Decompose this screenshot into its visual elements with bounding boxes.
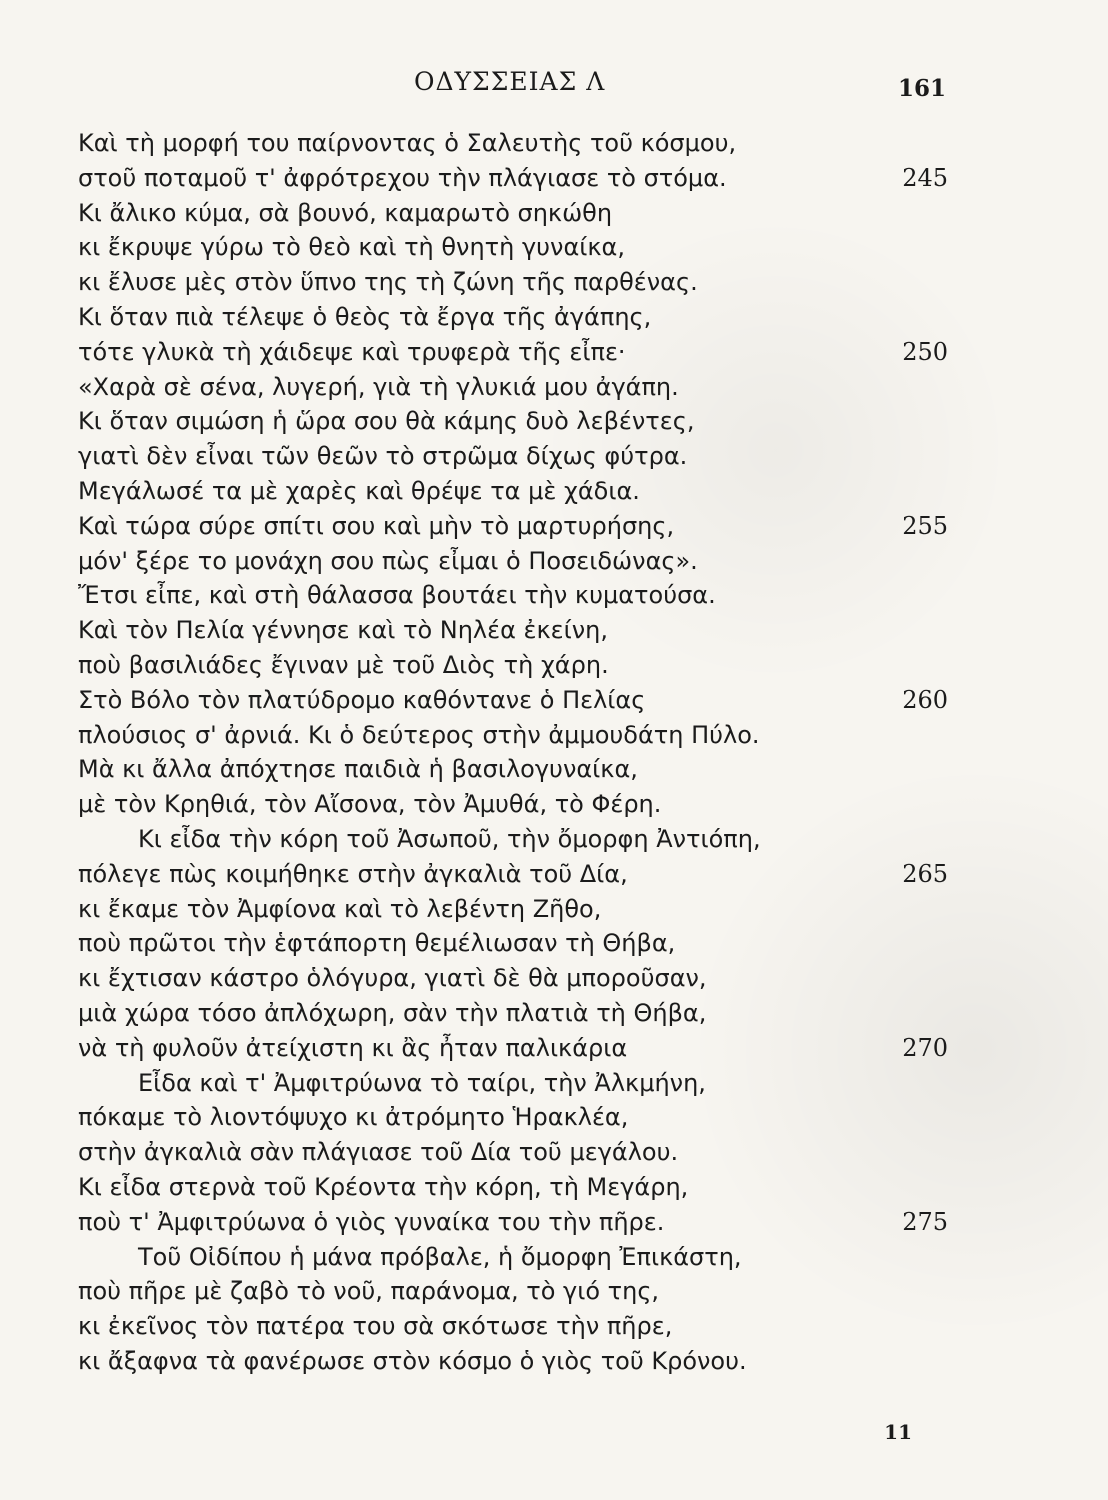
verse-line — [78, 404, 948, 439]
verse-text: Εἶδα καὶ τ' Ἀμφιτρύωνα τὸ ταίρι, τὴν Ἀλκμήνη, — [138, 1068, 706, 1097]
line-number: 260 — [902, 685, 948, 714]
verse-line — [78, 1100, 948, 1135]
verse-text: κι ἔχτισαν κάστρο ὁλόγυρα, γιατὶ δὲ θὰ μποροῦσαν, — [78, 964, 707, 993]
verse-text: Κι εἶδα τὴν κόρη τοῦ Ἀσωποῦ, τὴν ὄμορφη Ἀντιόπη, — [138, 824, 761, 853]
verse-line — [78, 509, 948, 544]
verse-text: κι ἐκεῖνος τὸν πατέρα του σὰ σκότωσε τὴν πῆρε, — [78, 1312, 673, 1341]
verse-line — [78, 578, 948, 613]
verse-text: στὴν ἀγκαλιὰ σὰν πλάγιασε τοῦ Δία τοῦ μεγάλου. — [78, 1138, 679, 1167]
verse-text: κι ἔλυσε μὲς στὸν ὕπνο της τὴ ζώνη τῆς παρθένας. — [78, 268, 698, 297]
poem-text — [78, 126, 948, 1379]
verse-line — [78, 1031, 948, 1066]
verse-text: μόν' ξέρε το μονάχη σου πὼς εἶμαι ὁ Ποσειδώνας». — [78, 546, 698, 575]
verse-line — [78, 857, 948, 892]
line-number: 245 — [902, 163, 948, 192]
verse-line — [78, 961, 948, 996]
verse-text: πλούσιος σ' ἀρνιά. Κι ὁ δεύτερος στὴν ἀμμουδάτη Πύλο. — [78, 720, 760, 749]
verse-line — [78, 126, 948, 161]
verse-line — [78, 1066, 948, 1101]
verse-line — [78, 439, 948, 474]
verse-text: Ἔτσι εἶπε, καὶ στὴ θάλασσα βουτάει τὴν κυματούσα. — [78, 581, 716, 610]
line-number: 270 — [902, 1033, 948, 1062]
verse-text: στοῦ ποταμοῦ τ' ἀφρότρεχου τὴν πλάγιασε τὸ στόμα. — [78, 163, 727, 192]
verse-text: ποὺ βασιλιάδες ἔγιναν μὲ τοῦ Διὸς τὴ χάρη. — [78, 650, 609, 679]
line-number: 265 — [902, 859, 948, 888]
verse-line — [78, 1309, 948, 1344]
verse-line — [78, 892, 948, 927]
verse-text: Κι ὅταν σιμώση ἡ ὥρα σου θὰ κάμης δυὸ λεβέντες, — [78, 407, 695, 436]
verse-line — [78, 1240, 948, 1275]
verse-line — [78, 196, 948, 231]
verse-line — [78, 1170, 948, 1205]
line-number: 255 — [902, 511, 948, 540]
verse-text: γιατὶ δὲν εἶναι τῶν θεῶν τὸ στρῶμα δίχως φύτρα. — [78, 442, 688, 471]
verse-line — [78, 648, 948, 683]
verse-line — [78, 1205, 948, 1240]
verse-line — [78, 370, 948, 405]
verse-line — [78, 996, 948, 1031]
verse-text: μιὰ χώρα τόσο ἀπλόχωρη, σὰν τὴν πλατιὰ τὴ Θήβα, — [78, 998, 707, 1027]
verse-line — [78, 787, 948, 822]
verse-text: κι ἄξαφνα τὰ φανέρωσε στὸν κόσμο ὁ γιὸς τοῦ Κρόνου. — [78, 1346, 747, 1375]
line-number: 250 — [902, 337, 948, 366]
verse-line — [78, 300, 948, 335]
verse-line — [78, 1274, 948, 1309]
verse-text: ποὺ πῆρε μὲ ζαβὸ τὸ νοῦ, παράνομα, τὸ γιό της, — [78, 1277, 660, 1306]
line-number: 275 — [902, 1207, 948, 1236]
verse-text: Κι εἶδα στερνὰ τοῦ Κρέοντα τὴν κόρη, τὴ Μεγάρη, — [78, 1172, 689, 1201]
verse-text: κι ἔκρυψε γύρω τὸ θεὸ καὶ τὴ θνητὴ γυναίκα, — [78, 233, 625, 262]
verse-line — [78, 1135, 948, 1170]
running-head: ΟΔΥΣΣΕΙΑΣ Λ — [414, 67, 606, 96]
verse-text: Καὶ τὸν Πελία γέννησε καὶ τὸ Νηλέα ἐκείνη, — [78, 616, 609, 645]
verse-text: μὲ τὸν Κρηθιά, τὸν Αἴσονα, τὸν Ἀμυθά, τὸ Φέρη. — [78, 790, 662, 819]
page-number: 161 — [897, 75, 946, 102]
verse-text: Στὸ Βόλο τὸν πλατύδρομο καθόντανε ὁ Πελίας — [78, 685, 646, 714]
verse-text: Τοῦ Οἰδίπου ἡ μάνα πρόβαλε, ἡ ὄμορφη Ἐπικάστη, — [138, 1242, 742, 1271]
verse-line — [78, 683, 948, 718]
verse-line — [78, 544, 948, 579]
verse-text: πόλεγε πὼς κοιμήθηκε στὴν ἀγκαλιὰ τοῦ Δία, — [78, 859, 628, 888]
verse-text: Κι ἄλικο κύμα, σὰ βουνό, καμαρωτὸ σηκώθη — [78, 198, 613, 227]
gathering-signature: 11 — [884, 1420, 912, 1444]
verse-text: νὰ τὴ φυλοῦν ἀτείχιστη κι ἂς ἦταν παλικάρια — [78, 1033, 628, 1062]
verse-text: Μὰ κι ἄλλα ἀπόχτησε παιδιὰ ἡ βασιλογυναίκα, — [78, 755, 638, 784]
verse-text: Κι ὅταν πιὰ τέλεψε ὁ θεὸς τὰ ἔργα τῆς ἀγάπης, — [78, 302, 652, 331]
verse-line — [78, 474, 948, 509]
verse-line — [78, 718, 948, 753]
verse-line — [78, 926, 948, 961]
verse-line — [78, 265, 948, 300]
verse-text: πόκαμε τὸ λιοντόψυχο κι ἀτρόμητο Ἡρακλέα, — [78, 1103, 629, 1132]
verse-text: Καὶ τώρα σύρε σπίτι σου καὶ μὴν τὸ μαρτυρήσης, — [78, 511, 675, 540]
verse-text: κι ἔκαμε τὸν Ἀμφίονα καὶ τὸ λεβέντη Ζῆθο, — [78, 894, 602, 923]
verse-line — [78, 613, 948, 648]
verse-text: Μεγάλωσέ τα μὲ χαρὲς καὶ θρέψε τα μὲ χάδια. — [78, 476, 640, 505]
verse-text: ποὺ πρῶτοι τὴν ἑφτάπορτη θεμέλιωσαν τὴ Θήβα, — [78, 929, 676, 958]
verse-line — [78, 752, 948, 787]
verse-line — [78, 335, 948, 370]
verse-line — [78, 822, 948, 857]
verse-text: ποὺ τ' Ἀμφιτρύωνα ὁ γιὸς γυναίκα του τὴν πῆρε. — [78, 1207, 665, 1236]
verse-text: «Χαρὰ σὲ σένα, λυγερή, γιὰ τὴ γλυκιά μου ἀγάπη. — [78, 372, 679, 401]
verse-text: Καὶ τὴ μορφή του παίρνοντας ὁ Σαλευτὴς τοῦ κόσμου, — [78, 129, 737, 157]
verse-line — [78, 1344, 948, 1379]
verse-text: τότε γλυκὰ τὴ χάιδεψε καὶ τρυφερὰ τῆς εἶπε· — [78, 337, 626, 366]
verse-line — [78, 230, 948, 265]
verse-line — [78, 161, 948, 196]
